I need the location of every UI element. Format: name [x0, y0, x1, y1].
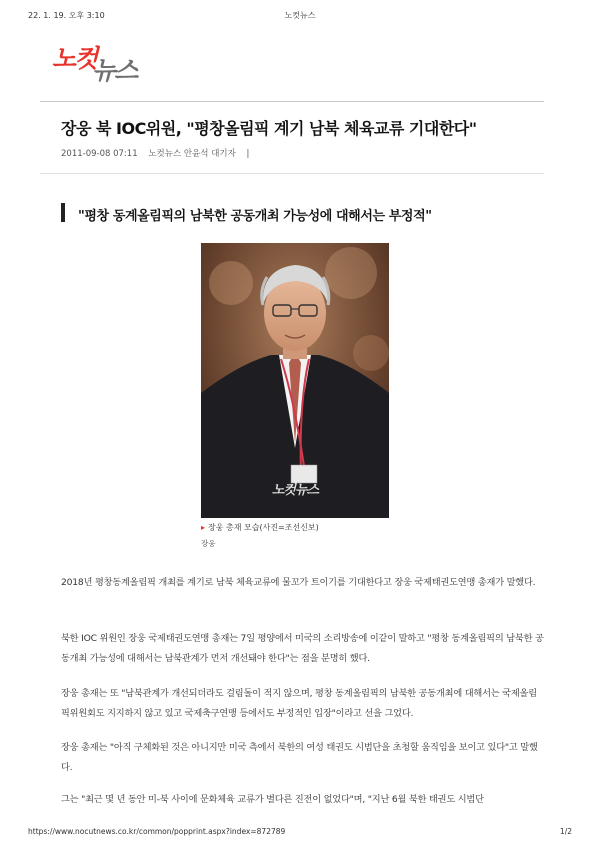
print-header [28, 10, 572, 24]
subheadline-bar [61, 203, 65, 222]
caption-text: 장웅 총재 모습(사진=조선신보) [208, 523, 319, 532]
site-logo[interactable] [52, 46, 162, 86]
article-paragraph: 장웅 총재는 또 "남북관계가 개선되더라도 걸림돌이 적지 않으며, 평창 동계올림픽의 남북한 공동개최에 대해서는 국제올림픽위원회도 지지하지 않고 있고 국제축구연맹 등에서도 부정적인 입장"이라고 선을 그었다. [61, 688, 537, 719]
article-author: 노컷뉴스 안윤석 대기자 [148, 149, 236, 159]
logo-part-red: 노컷 [52, 44, 97, 73]
photo-caption-sub: 장웅 [201, 539, 216, 548]
header-divider [40, 101, 544, 102]
print-site-title: 노컷뉴스 [284, 11, 316, 20]
article-photo [201, 243, 389, 518]
photo-watermark: 노컷뉴스 [271, 483, 319, 498]
print-url[interactable]: https://www.nocutnews.co.kr/common/popprint.aspx?index=872789 [28, 827, 286, 836]
article-paragraph: 2018년 평창동계올림픽 개최를 계기로 남북 체육교류에 물꼬가 트이기를 기대한다고 장웅 국제태권도연맹 총재가 말했다. [61, 577, 536, 588]
article-subheadline [61, 203, 544, 223]
article-date: 2011-09-08 07:11 [61, 149, 138, 159]
byline-divider: | [246, 149, 250, 159]
article-headline: 장웅 북 IOC위원, "평창올림픽 계기 남북 체육교류 기대한다" [61, 119, 477, 138]
photo-caption [201, 522, 319, 533]
article-byline [61, 147, 257, 159]
subheadline-text: "평창 동계올림픽의 남북한 공동개최 가능성에 대해서는 부정적" [78, 209, 432, 224]
article-paragraph: 북한 IOC 위원인 장웅 국제태권도연맹 총재는 7일 평양에서 미국의 소리방송에 이같이 말하고 "평창 동계올림픽의 남북한 공동개최 가능성에 대해서는 남북관계가 먼저 개선돼야 한다"는 점을 분명히 했다. [61, 633, 544, 664]
byline-divider-line [40, 173, 544, 174]
print-datetime: 22. 1. 19. 오후 3:10 [28, 11, 105, 20]
print-footer [28, 827, 572, 839]
print-page-number: 1/2 [559, 827, 572, 836]
portrait-illustration [201, 243, 389, 518]
article-paragraph: 그는 "최근 몇 년 동안 미-북 사이에 문화체육 교류가 별다른 진전이 없었다"며, "지난 6월 북한 태권도 시범단 [61, 794, 484, 805]
logo-part-gray: 뉴스 [92, 56, 137, 85]
article-paragraph: 장웅 총재는 "아직 구체화된 것은 아니지만 미국 측에서 북한의 여성 태권도 시범단을 초청할 움직임을 보이고 있다"고 말했다. [61, 742, 538, 773]
caption-bullet-icon: ▸ [201, 523, 206, 532]
